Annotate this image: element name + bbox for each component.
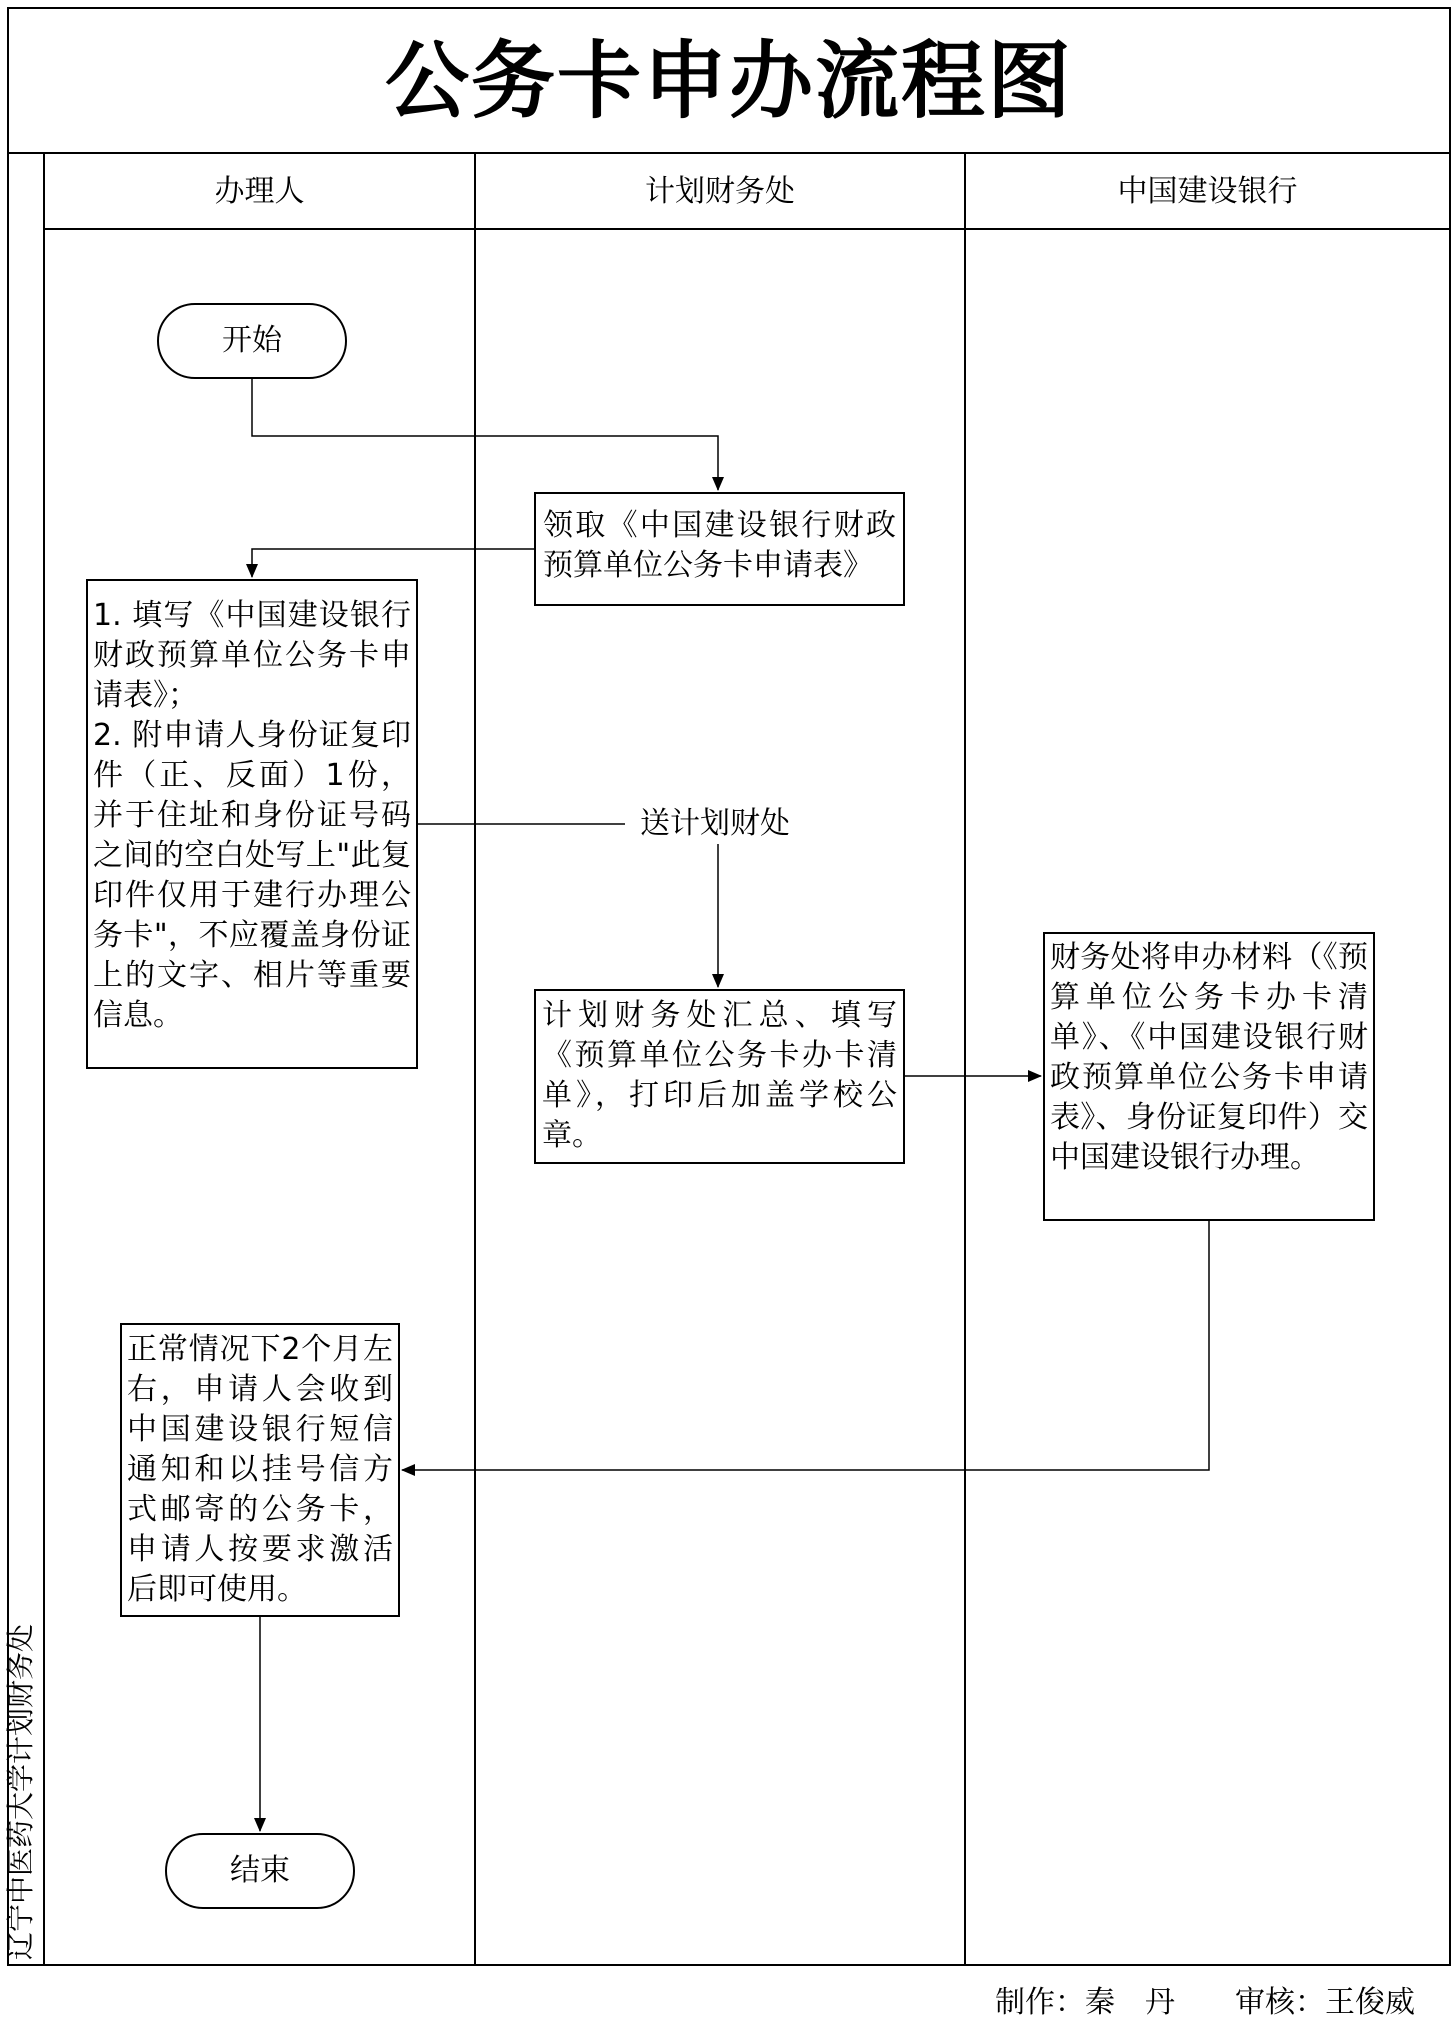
lane-header-finance-office: 计划财务处 bbox=[645, 174, 795, 209]
lane-header-applicant: 办理人 bbox=[214, 174, 305, 209]
org-side-label: 辽宁中医药大学计划财务处 bbox=[4, 1623, 37, 1960]
edge-receive-form-to-fill-form bbox=[252, 549, 535, 577]
fill-form-text: 1. 填写《中国建设银行财政预算单位公务卡申请表》； 2. 附申请人身份证复印件（正、反面）1份，并于住址和身份证号码之间的空白处写上"此复印件仅用于建行办理公务卡"，不应覆盖身份证上的文字、相片等重要信息。 bbox=[93, 598, 411, 1033]
bank-handle-text: 财务处将申办材料（《预算单位公务卡办卡清单》、《中国建设银行财政预算单位公务卡申请表》、身份证复印件）交中国建设银行办理。 bbox=[1050, 940, 1368, 1175]
reviewer-label: 审核： bbox=[1235, 1985, 1325, 2020]
end-label: 结束 bbox=[230, 1853, 290, 1888]
made-by-name: 秦 丹 bbox=[1085, 1985, 1175, 2020]
receive-form-text: 领取《中国建设银行财政预算单位公务卡申请表》 bbox=[543, 508, 896, 583]
receive-card-text: 正常情况下2个月左右，申请人会收到中国建设银行短信通知和以挂号信方式邮寄的公务卡，申请人按要求激活后即可使用。 bbox=[127, 1332, 393, 1607]
edge-bank-to-receive-card bbox=[402, 1220, 1209, 1470]
footer-spacer bbox=[1175, 1985, 1235, 2020]
footer-credits bbox=[995, 1978, 1415, 2028]
finance-summary-text: 计划财务处汇总、填写《预算单位公务卡办卡清单》，打印后加盖学校公章。 bbox=[542, 998, 897, 1153]
edge-start-to-receive-form bbox=[252, 378, 718, 490]
send-to-finance-label: 送计划财处 bbox=[625, 804, 805, 844]
start-label: 开始 bbox=[222, 323, 282, 358]
lane-header-ccb: 中国建设银行 bbox=[1117, 174, 1298, 209]
reviewer-name: 王俊威 bbox=[1325, 1985, 1415, 2020]
page-title: 公务卡申办流程图 bbox=[384, 31, 1073, 130]
made-by-label: 制作： bbox=[995, 1985, 1085, 2020]
